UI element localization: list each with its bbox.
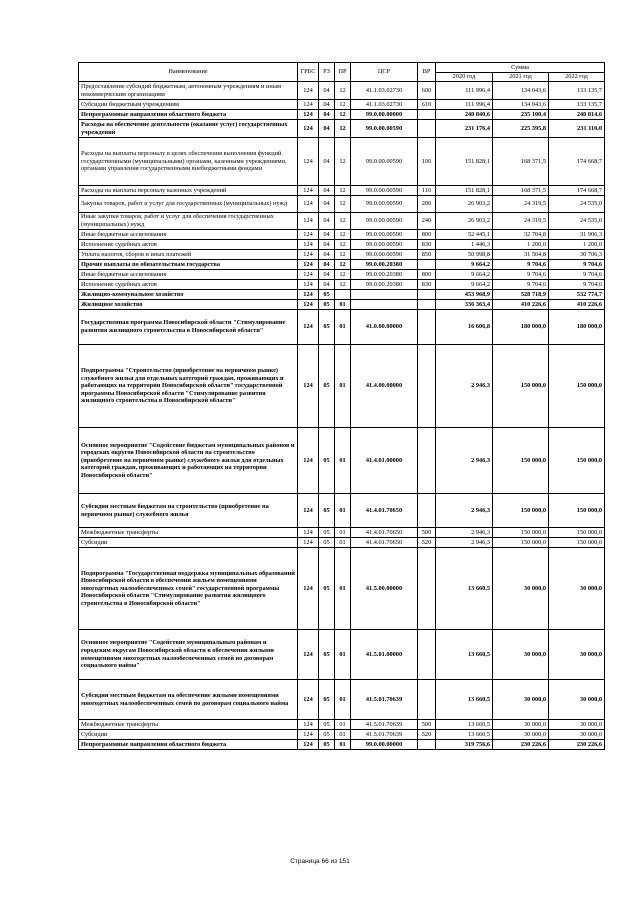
cell-vr: 200: [418, 196, 436, 213]
cell-name: Субсидии бюджетным учреждениям: [79, 100, 298, 110]
cell-s2022: 30 000,0: [549, 548, 605, 630]
cell-name: Субсидии: [79, 730, 298, 740]
cell-rz: 05: [319, 528, 335, 538]
cell-name: Прочие выплаты по обязательствам государства: [79, 260, 298, 270]
cell-csr: 41.0.00.00000: [351, 310, 418, 345]
cell-s2022: 30 000,0: [549, 680, 605, 720]
cell-rz: 04: [319, 270, 335, 280]
cell-name: Иные закупки товаров, работ и услуг для обеспечения государственных (муниципальных) нужд: [79, 213, 298, 230]
cell-grbs: 124: [298, 680, 319, 720]
table-row: [79, 548, 605, 630]
header-name: Наименование: [79, 63, 298, 82]
cell-grbs: 124: [298, 428, 319, 494]
cell-pr: 01: [335, 720, 351, 730]
cell-pr: 12: [335, 82, 351, 100]
cell-rz: 04: [319, 100, 335, 110]
cell-csr: 99.0.00.00590: [351, 186, 418, 196]
cell-rz: 04: [319, 240, 335, 250]
cell-s2021: 30 000,0: [493, 720, 549, 730]
cell-vr: 830: [418, 240, 436, 250]
cell-name: Субсидии: [79, 538, 298, 548]
cell-pr: 01: [335, 345, 351, 428]
cell-s2021: 230 226,6: [493, 740, 549, 750]
cell-s2020: 151 828,1: [436, 138, 493, 186]
cell-pr: [335, 290, 351, 300]
table-row: [79, 720, 605, 730]
cell-rz: 04: [319, 260, 335, 270]
cell-s2022: 30 706,3: [549, 250, 605, 260]
table-row: [79, 740, 605, 750]
cell-s2022: 133 135,7: [549, 82, 605, 100]
cell-s2021: 31 504,8: [493, 250, 549, 260]
cell-s2022: 31 906,3: [549, 230, 605, 240]
cell-pr: 12: [335, 186, 351, 196]
cell-rz: 05: [319, 548, 335, 630]
cell-csr: 41.5.01.70639: [351, 680, 418, 720]
cell-csr: 41.5.00.00000: [351, 548, 418, 630]
cell-s2021: 134 043,6: [493, 82, 549, 100]
cell-grbs: 124: [298, 538, 319, 548]
cell-csr: 99.0.00.20380: [351, 260, 418, 270]
cell-pr: 12: [335, 260, 351, 270]
cell-grbs: 124: [298, 186, 319, 196]
cell-name: Уплата налогов, сборов и иных платежей: [79, 250, 298, 260]
cell-s2022: 150 000,0: [549, 528, 605, 538]
cell-s2020: 231 176,4: [436, 120, 493, 138]
cell-rz: 05: [319, 428, 335, 494]
table-row: [79, 538, 605, 548]
cell-s2020: 9 664,2: [436, 270, 493, 280]
cell-s2020: 151 828,1: [436, 186, 493, 196]
cell-name: Исполнение судебных актов: [79, 240, 298, 250]
cell-s2021: 9 704,6: [493, 270, 549, 280]
cell-vr: 500: [418, 528, 436, 538]
cell-s2020: 1 446,3: [436, 240, 493, 250]
cell-pr: 12: [335, 250, 351, 260]
table-row: [79, 630, 605, 680]
cell-name: Закупка товаров, работ и услуг для государственных (муниципальных) нужд: [79, 196, 298, 213]
cell-s2022: 1 200,0: [549, 240, 605, 250]
cell-vr: 850: [418, 250, 436, 260]
cell-csr: 41.1.03.02730: [351, 100, 418, 110]
cell-pr: 01: [335, 528, 351, 538]
cell-s2022: 24 535,0: [549, 213, 605, 230]
cell-rz: 04: [319, 196, 335, 213]
cell-s2020: 13 660,5: [436, 548, 493, 630]
cell-name: Жилищное хозяйство: [79, 300, 298, 310]
cell-s2020: 26 903,2: [436, 196, 493, 213]
cell-grbs: 124: [298, 260, 319, 270]
cell-csr: [351, 290, 418, 300]
header-csr: ЦСР: [351, 63, 418, 82]
cell-pr: 12: [335, 270, 351, 280]
cell-csr: 99.0.00.20380: [351, 280, 418, 290]
cell-grbs: 124: [298, 290, 319, 300]
cell-s2020: 2 946,3: [436, 345, 493, 428]
table-row: [79, 310, 605, 345]
cell-rz: 05: [319, 680, 335, 720]
table-row: [79, 290, 605, 300]
table-row: [79, 680, 605, 720]
cell-vr: [418, 548, 436, 630]
cell-grbs: 124: [298, 230, 319, 240]
cell-name: Государственная программа Новосибирской области "Стимулирование развития жилищного строительства в Новосибирской области": [79, 310, 298, 345]
cell-s2022: 30 000,0: [549, 720, 605, 730]
cell-grbs: 124: [298, 100, 319, 110]
cell-s2021: 150 000,0: [493, 494, 549, 528]
cell-csr: 41.4.01.70650: [351, 538, 418, 548]
cell-csr: 41.4.01.70650: [351, 528, 418, 538]
cell-rz: 05: [319, 310, 335, 345]
cell-name: Подпрограмма "Строительство (приобретение на первичном рынке) служебного жилья для отдельных категорий граждан, проживающих и работающих на территории Новосибирской области" государственной программы Новосибирской области "Стимулирование развития жилищного строительства в Новосибирской области": [79, 345, 298, 428]
cell-vr: 520: [418, 538, 436, 548]
cell-grbs: 124: [298, 730, 319, 740]
table-row: [79, 100, 605, 110]
cell-csr: 41.4.01.00000: [351, 428, 418, 494]
table-row: [79, 120, 605, 138]
header-rz: РЗ: [319, 63, 335, 82]
cell-rz: 05: [319, 538, 335, 548]
cell-s2021: 9 704,6: [493, 280, 549, 290]
cell-s2022: 9 704,6: [549, 270, 605, 280]
cell-vr: [418, 300, 436, 310]
cell-s2021: 30 000,0: [493, 730, 549, 740]
cell-csr: 41.4.01.70650: [351, 494, 418, 528]
cell-rz: 04: [319, 213, 335, 230]
cell-grbs: 124: [298, 345, 319, 428]
cell-s2020: 9 664,2: [436, 280, 493, 290]
cell-s2022: 410 226,6: [549, 300, 605, 310]
cell-s2022: 174 668,7: [549, 138, 605, 186]
cell-rz: 04: [319, 250, 335, 260]
cell-name: Основное мероприятие "Содействие муниципальным районам и городским округам Новосибирской области в обеспечении жилыми помещениями многодетных малообеспеченных семей по договорам социального найма": [79, 630, 298, 680]
cell-csr: 99.0.00.00590: [351, 213, 418, 230]
table-row: [79, 528, 605, 538]
cell-s2022: 150 000,0: [549, 428, 605, 494]
cell-s2022: 150 000,0: [549, 494, 605, 528]
header-year-2021: 2021 год: [493, 73, 549, 82]
cell-s2021: 9 704,6: [493, 260, 549, 270]
cell-name: Расходы на выплаты персоналу казенных учреждений: [79, 186, 298, 196]
cell-rz: 05: [319, 345, 335, 428]
cell-pr: 12: [335, 280, 351, 290]
cell-s2020: 319 756,6: [436, 740, 493, 750]
header-pr: ПР: [335, 63, 351, 82]
cell-s2022: 174 668,7: [549, 186, 605, 196]
cell-s2022: 24 535,0: [549, 196, 605, 213]
cell-pr: 12: [335, 213, 351, 230]
cell-s2021: 150 000,0: [493, 428, 549, 494]
cell-s2020: 13 660,5: [436, 730, 493, 740]
header-year-2022: 2022 год: [549, 73, 605, 82]
cell-csr: 41.4.00.00000: [351, 345, 418, 428]
cell-s2020: 240 840,6: [436, 110, 493, 120]
cell-s2021: 225 395,8: [493, 120, 549, 138]
cell-pr: 12: [335, 196, 351, 213]
cell-s2020: 13 660,5: [436, 680, 493, 720]
page-number: Страница 66 из 151: [290, 858, 350, 865]
cell-name: Иные бюджетные ассигнования: [79, 230, 298, 240]
cell-csr: 41.5.01.70639: [351, 720, 418, 730]
cell-s2021: 30 000,0: [493, 548, 549, 630]
cell-s2021: 235 100,4: [493, 110, 549, 120]
cell-vr: 240: [418, 213, 436, 230]
cell-s2020: 2 946,3: [436, 528, 493, 538]
table-row: [79, 270, 605, 280]
cell-grbs: 124: [298, 120, 319, 138]
cell-vr: 500: [418, 720, 436, 730]
header-sum: Сумма: [436, 63, 605, 73]
cell-grbs: 124: [298, 494, 319, 528]
table-row: [79, 138, 605, 186]
table-row: [79, 494, 605, 528]
cell-pr: 12: [335, 230, 351, 240]
cell-rz: 04: [319, 138, 335, 186]
cell-s2022: 230 226,6: [549, 740, 605, 750]
table-row: [79, 260, 605, 270]
table-row: [79, 110, 605, 120]
cell-s2022: 9 704,6: [549, 280, 605, 290]
cell-pr: 12: [335, 138, 351, 186]
cell-vr: [418, 630, 436, 680]
cell-pr: 12: [335, 100, 351, 110]
cell-rz: 04: [319, 186, 335, 196]
cell-vr: 100: [418, 138, 436, 186]
cell-csr: 99.0.00.00590: [351, 196, 418, 213]
table-row: [79, 345, 605, 428]
cell-pr: 01: [335, 300, 351, 310]
table-row: [79, 300, 605, 310]
cell-grbs: 124: [298, 270, 319, 280]
cell-pr: 01: [335, 730, 351, 740]
cell-pr: 01: [335, 310, 351, 345]
cell-rz: 04: [319, 280, 335, 290]
cell-vr: [418, 110, 436, 120]
cell-pr: 12: [335, 120, 351, 138]
cell-pr: 01: [335, 548, 351, 630]
cell-name: Подпрограмма "Государственная поддержка муниципальных образований Новосибирской области в обеспечении жильем помещениями многодетных малообеспеченных семей" государственной программы Новосибирской области "Стимулирование развития жилищного строительства в Новосибирской области": [79, 548, 298, 630]
cell-grbs: 124: [298, 110, 319, 120]
cell-rz: 05: [319, 730, 335, 740]
cell-pr: 01: [335, 494, 351, 528]
cell-s2020: 111 996,4: [436, 100, 493, 110]
cell-s2021: 30 000,0: [493, 680, 549, 720]
cell-s2022: 9 704,6: [549, 260, 605, 270]
cell-s2020: 2 946,3: [436, 494, 493, 528]
cell-csr: 99.0.00.20380: [351, 270, 418, 280]
cell-grbs: 124: [298, 213, 319, 230]
cell-s2021: 32 704,8: [493, 230, 549, 240]
cell-csr: 99.0.00.00000: [351, 110, 418, 120]
cell-grbs: 124: [298, 82, 319, 100]
cell-pr: 01: [335, 740, 351, 750]
cell-s2020: 52 445,1: [436, 230, 493, 240]
cell-rz: 05: [319, 630, 335, 680]
cell-name: Расходы на выплаты персоналу в целях обеспечения выполнения функций государственными (муниципальными) органами, казенными учреждениями, органами управления государственными внебюджетными фондами: [79, 138, 298, 186]
cell-name: Непрограммные направления областного бюджета: [79, 110, 298, 120]
cell-vr: [418, 310, 436, 345]
cell-s2021: 168 371,5: [493, 186, 549, 196]
table-row: [79, 186, 605, 196]
header-grbs: ГРБС: [298, 63, 319, 82]
cell-rz: 05: [319, 740, 335, 750]
cell-pr: 01: [335, 428, 351, 494]
cell-s2021: 134 043,6: [493, 100, 549, 110]
cell-s2022: 532 774,7: [549, 290, 605, 300]
cell-pr: 01: [335, 630, 351, 680]
table-row: [79, 250, 605, 260]
table-row: [79, 196, 605, 213]
cell-grbs: 124: [298, 250, 319, 260]
cell-s2021: 1 200,0: [493, 240, 549, 250]
cell-csr: 99.0.00.00590: [351, 240, 418, 250]
cell-csr: 41.5.01.70639: [351, 730, 418, 740]
cell-s2022: 150 000,0: [549, 345, 605, 428]
cell-name: Предоставление субсидий бюджетным, автономным учреждениям и иным некоммерческим организациям: [79, 82, 298, 100]
cell-vr: 830: [418, 280, 436, 290]
cell-grbs: 124: [298, 720, 319, 730]
cell-s2022: 240 814,6: [549, 110, 605, 120]
cell-name: Жилищно-коммунальное хозяйство: [79, 290, 298, 300]
cell-rz: 04: [319, 110, 335, 120]
cell-vr: [418, 740, 436, 750]
cell-vr: 600: [418, 82, 436, 100]
cell-grbs: 124: [298, 310, 319, 345]
table-row: [79, 730, 605, 740]
cell-grbs: 124: [298, 300, 319, 310]
cell-rz: 05: [319, 720, 335, 730]
cell-pr: 12: [335, 240, 351, 250]
cell-s2021: 150 000,0: [493, 538, 549, 548]
cell-rz: 04: [319, 82, 335, 100]
cell-vr: 110: [418, 186, 436, 196]
cell-name: Межбюджетные трансферты: [79, 528, 298, 538]
budget-table-container: [78, 62, 604, 750]
cell-name: Субсидии местным бюджетам на обеспечение жилыми помещениями многодетных малообеспеченных семей по договорам социального найма: [79, 680, 298, 720]
cell-grbs: 124: [298, 740, 319, 750]
cell-name: Субсидии местным бюджетам на строительство (приобретение на первичном рынке) служебного жилья: [79, 494, 298, 528]
cell-grbs: 124: [298, 630, 319, 680]
cell-name: Исполнение судебных актов: [79, 280, 298, 290]
cell-s2020: 2 946,3: [436, 428, 493, 494]
cell-name: Межбюджетные трансферты: [79, 720, 298, 730]
cell-s2022: 150 000,0: [549, 538, 605, 548]
cell-s2020: 111 996,4: [436, 82, 493, 100]
cell-csr: 99.0.00.00590: [351, 138, 418, 186]
table-row: [79, 230, 605, 240]
cell-csr: 99.0.00.00000: [351, 740, 418, 750]
cell-grbs: 124: [298, 196, 319, 213]
cell-s2022: 30 000,0: [549, 630, 605, 680]
cell-name: Основное мероприятие "Содействие бюджетам муниципальных районов и городских округов Новосибирской области на строительство (приобретение на первичном рынке) служебного жилья для отдельных категорий граждан, проживающих и работающих на территории Новосибирской области": [79, 428, 298, 494]
cell-rz: 05: [319, 494, 335, 528]
cell-s2020: 453 968,9: [436, 290, 493, 300]
cell-name: Непрограммные направления областного бюджета: [79, 740, 298, 750]
cell-vr: [418, 428, 436, 494]
cell-csr: [351, 300, 418, 310]
cell-csr: 99.0.00.00590: [351, 120, 418, 138]
cell-vr: [418, 120, 436, 138]
cell-s2022: 231 110,0: [549, 120, 605, 138]
cell-s2021: 150 000,0: [493, 528, 549, 538]
cell-s2021: 528 718,9: [493, 290, 549, 300]
cell-csr: 99.0.00.00590: [351, 230, 418, 240]
cell-s2021: 24 319,5: [493, 213, 549, 230]
table-row: [79, 240, 605, 250]
cell-s2021: 410 226,6: [493, 300, 549, 310]
header-year-2020: 2020 год: [436, 73, 493, 82]
header-vr: ВР: [418, 63, 436, 82]
cell-vr: 520: [418, 730, 436, 740]
cell-s2021: 168 371,5: [493, 138, 549, 186]
cell-grbs: 124: [298, 528, 319, 538]
cell-grbs: 124: [298, 138, 319, 186]
cell-vr: [418, 345, 436, 428]
cell-vr: 800: [418, 230, 436, 240]
cell-vr: [418, 290, 436, 300]
cell-s2020: 9 664,2: [436, 260, 493, 270]
cell-s2022: 180 000,0: [549, 310, 605, 345]
budget-table: [78, 62, 605, 750]
cell-csr: 41.5.01.00000: [351, 630, 418, 680]
cell-vr: 800: [418, 270, 436, 280]
cell-s2020: 50 998,8: [436, 250, 493, 260]
cell-name: Иные бюджетные ассигнования: [79, 270, 298, 280]
cell-csr: 41.1.03.02730: [351, 82, 418, 100]
table-row: [79, 82, 605, 100]
cell-csr: 99.0.00.00590: [351, 250, 418, 260]
cell-pr: 12: [335, 110, 351, 120]
table-row: [79, 213, 605, 230]
cell-s2021: 30 000,0: [493, 630, 549, 680]
cell-s2022: 30 000,0: [549, 730, 605, 740]
cell-rz: 04: [319, 120, 335, 138]
cell-s2021: 150 000,0: [493, 345, 549, 428]
cell-vr: 610: [418, 100, 436, 110]
cell-s2022: 133 135,7: [549, 100, 605, 110]
cell-s2020: 13 660,5: [436, 720, 493, 730]
cell-grbs: 124: [298, 280, 319, 290]
cell-name: Расходы на обеспечение деятельности (оказание услуг) государственных учреждений: [79, 120, 298, 138]
cell-s2021: 24 319,5: [493, 196, 549, 213]
cell-rz: 05: [319, 300, 335, 310]
cell-vr: [418, 260, 436, 270]
table-row: [79, 428, 605, 494]
table-row: [79, 280, 605, 290]
cell-s2020: 336 363,4: [436, 300, 493, 310]
cell-grbs: 124: [298, 548, 319, 630]
cell-vr: [418, 494, 436, 528]
cell-s2020: 16 606,8: [436, 310, 493, 345]
cell-pr: 01: [335, 680, 351, 720]
cell-rz: 05: [319, 290, 335, 300]
cell-grbs: 124: [298, 240, 319, 250]
cell-pr: 01: [335, 538, 351, 548]
cell-rz: 04: [319, 230, 335, 240]
cell-s2020: 2 946,3: [436, 538, 493, 548]
cell-s2021: 180 000,0: [493, 310, 549, 345]
cell-s2020: 26 903,2: [436, 213, 493, 230]
cell-s2020: 13 660,5: [436, 630, 493, 680]
cell-vr: [418, 680, 436, 720]
